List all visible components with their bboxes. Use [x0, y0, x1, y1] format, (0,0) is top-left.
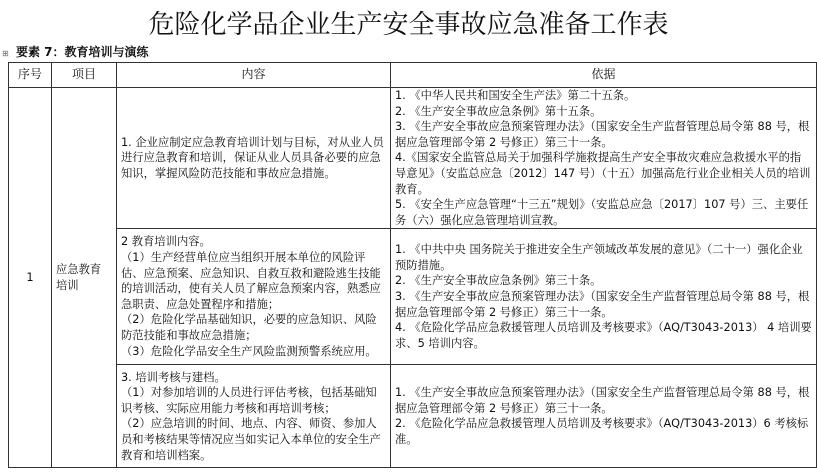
- basis-item: 1. 《中华人民共和国安全生产法》第二十五条。: [395, 89, 636, 102]
- basis-item: 1. 《生产安全事故应急预案管理办法》（国家安全生产监督管理总局令第 88 号，根据应急管理部令第 2 号修正）第三十一条。: [395, 386, 810, 415]
- content-paragraph: （3）危险化学品安全生产风险监测预警系统应用。: [121, 344, 377, 358]
- basis-cell: [391, 365, 817, 468]
- content-paragraph: （2）应急培训的时间、地点、内容、师资、参加人员和考核结果等情况应当如实记入本单位的安全生产教育和培训档案。: [121, 417, 381, 462]
- content-cell: [117, 365, 391, 468]
- header-item: 项目: [52, 63, 117, 88]
- content-paragraph: 2 教育培训内容。: [121, 235, 211, 249]
- table-row: [9, 365, 817, 468]
- header-basis: 依据: [391, 63, 817, 88]
- content-paragraph: （1）生产经营单位应当组织开展本单位的风险评估、应急预案、应急知识、自救互救和避险逃生技能的培训活动，使有关人员了解应急预案内容，熟悉应急职责、应急处置程序和措施；: [121, 251, 381, 311]
- basis-cell: [391, 229, 817, 365]
- basis-item: 4.《国家安全监管总局关于加强科学施救提高生产安全事故灾难应急救援水平的指导意见》（安监总应急〔2012〕147 号）（十五）加强高危行业企业相关人员的培训教育。: [395, 151, 811, 196]
- basis-item: 1. 《中共中央 国务院关于推进安全生产领域改革发展的意见》（二十一）强化企业预防措施。: [395, 243, 803, 272]
- header-index: 序号: [9, 63, 52, 88]
- basis-item: 3. 《生产安全事故应急预案管理办法》（国家安全生产监督管理总局令第 88 号，根据应急管理部令第 2 号修正）第三十一条。: [395, 290, 810, 319]
- basis-item: 2. 《危险化学品应急救援管理人员培训及考核要求》（AQ/T3043-2013）6 考核标准。: [395, 417, 809, 446]
- basis-item: 2. 《生产安全事故应急条例》第十五条。: [395, 104, 602, 118]
- preparedness-table: [8, 62, 817, 468]
- basis-item: 5. 《安全生产应急管理“十三五”规划》（安监总应急〔2017〕107 号）三、主要任务（六）强化应急管理培训宣教。: [395, 198, 809, 227]
- basis-cell: [391, 88, 817, 229]
- content-paragraph: （1）对参加培训的人员进行评估考核，包括基础知识考核、实际应用能力考核和再培训考核；: [121, 386, 377, 415]
- content-cell: [117, 229, 391, 365]
- basis-item: 2. 《生产安全事故应急条例》第三十条。: [395, 274, 602, 288]
- document-title: 危险化学品企业生产安全事故应急准备工作表: [148, 10, 669, 40]
- table-row: [9, 88, 817, 229]
- content-paragraph: 1. 企业应制定应急教育培训计划与目标，对从业人员进行应急教育和培训，保证从业人员具备必要的应急知识，掌握风险防范技能和事故应急措施。: [121, 135, 384, 180]
- table-row: [9, 229, 817, 365]
- content-paragraph: （2）危险化学品基础知识，必要的应急知识、风险防范技能和事故应急措施；: [121, 313, 377, 343]
- basis-item: 4. 《危险化学品应急救援管理人员培训及考核要求》（AQ/T3043-2013） 4 培训要求、5 培训内容。: [395, 321, 812, 350]
- row-index: 1: [9, 88, 52, 468]
- row-item: 应急教育培训: [52, 88, 117, 468]
- table-header-row: [9, 63, 817, 88]
- content-paragraph: 3. 培训考核与建档。: [121, 370, 226, 384]
- table-move-handle-icon[interactable]: ⊞: [2, 49, 9, 58]
- content-cell: [117, 88, 391, 229]
- basis-item: 3. 《生产安全事故应急预案管理办法》（国家安全生产监督管理总局令第 88 号，根据应急管理部令第 2 号修正）第三十一条。: [395, 120, 810, 149]
- section-heading: 要素 7：教育培训与演练: [16, 45, 149, 59]
- header-content: 内容: [117, 63, 391, 88]
